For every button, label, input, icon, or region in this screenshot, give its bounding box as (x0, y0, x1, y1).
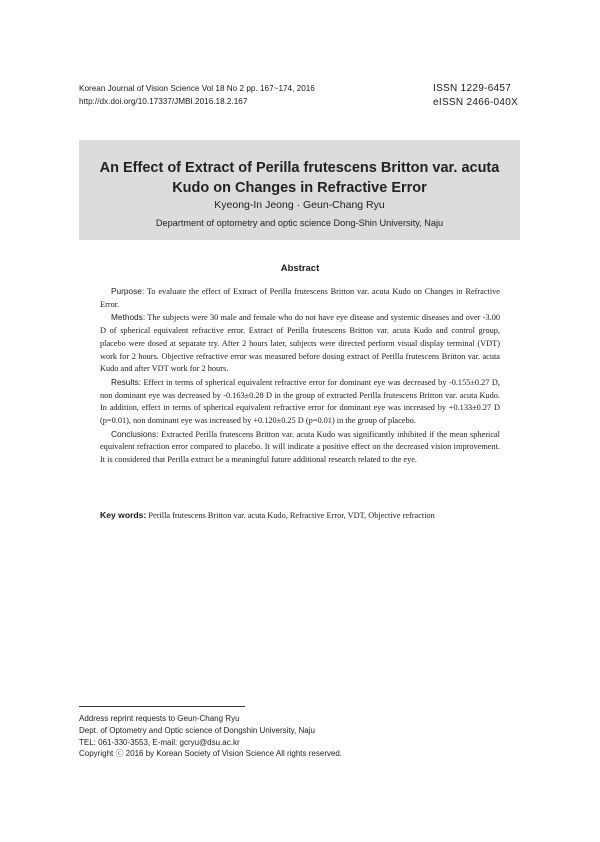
abstract-heading: Abstract (280, 263, 320, 274)
keywords-label: Key words: (100, 510, 147, 520)
methods-text: The subjects were 30 male and female who do not have eye disease and systemic diseases and over -3.00 D of spherical equivalent refractive error. Extract of Perilla frutescens Britton var. acuta Kudo and control group, placebo were dosed at separate try. After 2 hours later, subjects were directed perform visual display terminal (VDT) work for 2 hours. Objective refractive error was measured before dosing extract of Perilla frutescens Britton var. acuta Kudo and after VDT work for 2 hours. (100, 313, 500, 374)
issn-block (433, 82, 518, 110)
purpose-label: Purpose: (111, 286, 145, 296)
footer-contact: TEL: 061-330-3553, E-mail: gcryu@dsu.ac.kr (79, 737, 240, 747)
methods-label: Methods: (111, 312, 146, 323)
keywords (100, 510, 510, 520)
title-box (79, 140, 520, 240)
journal-citation: Korean Journal of Vision Science Vol 18 No 2 pp. 167~174, 2016 (79, 84, 315, 93)
footer-divider (79, 706, 245, 707)
paper-title (79, 158, 520, 198)
conclusions-label: Conclusions: (111, 428, 159, 439)
footer-copyright: Copyright ⓒ 2016 by Korean Society of Vision Science All rights reserved. (79, 749, 343, 759)
doi-link[interactable]: http://dx.doi.org/10.17337/JMBI.2016.18.2.167 (79, 97, 248, 106)
keywords-text: Perilla frutescens Britton var. acuta Kudo, Refractive Error, VDT, Objective refraction (146, 511, 435, 520)
issn: ISSN 1229-6457 (433, 83, 512, 94)
abstract-purpose (100, 285, 500, 311)
results-label: Results: (111, 376, 141, 387)
abstract-body (100, 285, 500, 467)
authors: Kyeong-In Jeong · Geun-Chang Ryu (214, 199, 385, 211)
purpose-text: To evaluate the effect of Extract of Perilla frutescens Britton var. acuta Kudo on Changes in Refractive Error. (100, 287, 500, 309)
footer-reprint: Address reprint requests to Geun-Chang Ryu (79, 714, 240, 723)
title-line-1: An Effect of Extract of Perilla frutescens Britton var. acuta (99, 160, 500, 176)
results-text: Effect in terms of spherical equivalent refractive error for dominant eye was decreased by -0.155±0.27 D, non dominant eye was decreased by -0.163±0.28 D in the group of extracted Perilla frutescens Britton var. acuta Kudo. In addition, effect in terms of spherical equivalent refractive error for dominant eye was increased by +0.133±0.27 D (p=0.01), non dominant eye was increased by +0.120±0.25 D (p=0.01) in the group of placebo. (100, 377, 500, 426)
title-line-2: Kudo on Changes in Refractive Error (172, 180, 427, 196)
affiliation: Department of optometry and optic science Dong-Shin University, Naju (155, 218, 444, 228)
eissn: eISSN 2466-040X (433, 97, 519, 108)
abstract-methods (100, 311, 500, 376)
abstract-results (100, 376, 500, 428)
journal-header (79, 82, 315, 108)
footer-notes (79, 713, 342, 760)
footer-dept: Dept. of Optometry and Optic science of Dongshin University, Naju (79, 725, 315, 735)
abstract-conclusions (100, 428, 500, 467)
conclusions-text: Extracted Perilla frutescens Britton var. acuta Kudo was significantly inhibited if the mean spherical equivalent refraction error compared to placebo. It will indicate a positive effect on the decreased vision improvement. It is considered that Perilla extract be a meaningful future additional research related to the eye. (100, 429, 500, 465)
